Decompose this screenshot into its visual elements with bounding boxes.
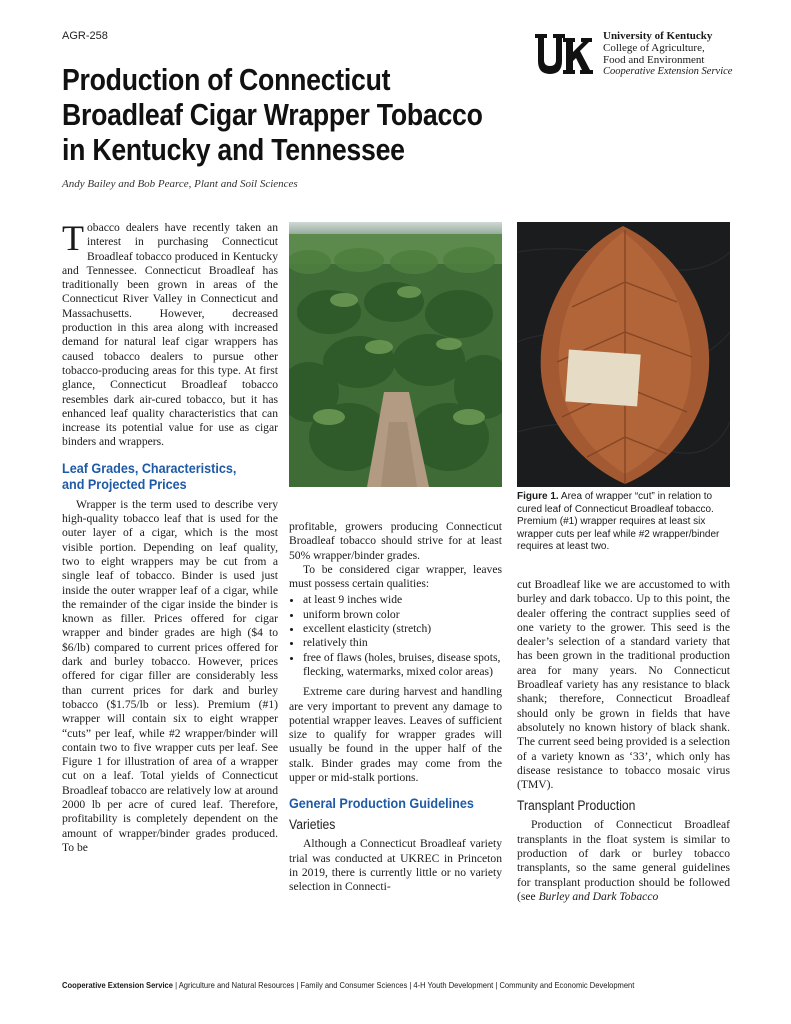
college-name: College of Agriculture, — [603, 42, 705, 54]
institution-block — [603, 30, 783, 78]
footer — [62, 980, 652, 990]
uk-logo — [533, 30, 593, 78]
leaf-grades-paragraph: Wrapper is the term used to describe very high-quality tobacco leaf that is used for the outer layer of a cigar, which is the most visible portion. Depending on leaf quality, two to eight wrappers may be cut from a single leaf of tobacco. Binder is used just inside the outer wrapper leaf of a cigar, while the remainder of the cigar inside the binder is known as filler. Prices offered for cigar wrapper and binder grades are high ($4 to $6/lb) compared to current prices offered for dark and burley tobacco. However, prices offered for cigar filler are considerably less than current prices for dark and burley tobacco ($1.75/lb or less). Premium (#1) wrapper will contain six to eight wrapper “cuts” per leaf, while #2 wrapper/binder will contain two to five wrapper cuts per leaf. See Figure 1 for illustration of area of a wrapper cut on a leaf. Total yields of Connecticut Broadleaf tobacco are relatively low at around 2000 lb per acre of cured leaf. Therefore, profitability is completely dependent on the amount of wrapper/binder grades produced. To be — [62, 497, 278, 854]
footer-programs: | Agriculture and Natural Resources | Family and Consumer Sciences | 4-H Youth Development | Community and Economic Development — [172, 980, 635, 990]
college-name-line2: Food and Environment — [603, 54, 705, 66]
column-3 — [517, 578, 730, 904]
wrapper-qualities-intro: To be considered cigar wrapper, leaves must possess certain qualities: — [289, 562, 502, 591]
page-title: Production of Connecticut Broadleaf Cigar Wrapper Tobacco in Kentucky and Tennessee — [62, 62, 483, 167]
list-item: • uniform brown color — [303, 608, 502, 622]
section-heading-general-production: General Production Guidelines — [289, 795, 474, 812]
figure-1-caption — [517, 491, 730, 554]
figure-label: Figure 1. — [517, 491, 559, 502]
publication-reference: Burley and Dark Tobacco — [538, 889, 659, 903]
publication-code: AGR-258 — [62, 30, 108, 42]
figure-caption-text: Area of wrapper “cut” in relation to cured leaf of Connecticut Broadleaf tobacco. Premium (#1) wrapper requires at least six wrapper cuts per leaf while #2 wrapper/binder requires at least two. — [517, 491, 720, 553]
intro-text: obacco dealers have recently taken an interest in purchasing Connecticut Broadleaf tobacco produced in Kentucky and Tennessee. Connecticut Broadleaf has traditionally been grown in areas of the Connecticut River Valley in Connecticut and Massachusetts. However, decreased production in this area along with increased demand for natural leaf cigar wrappers has caused tobacco dealers to pursue other tobacco-producing areas for this type. At first glance, Connecticut Broadleaf tobacco resembles dark air-cured tobacco, but it has enhanced leaf quality characteristics that can increase its potential value for use as cigar binders and wrappers. — [62, 221, 278, 449]
section-heading-leaf-grades: Leaf Grades, Characteristics, and Projected Prices — [62, 459, 237, 492]
list-item: • excellent elasticity (stretch) — [303, 622, 502, 636]
transplant-text: Production of Connecticut Broadleaf transplants in the float system is similar to production of dark or burley tobacco transplants, so the same general guidelines for transplant production should be followed (see — [517, 818, 730, 903]
drop-cap: T — [62, 218, 84, 258]
service-name: Cooperative Extension Service — [603, 66, 733, 77]
list-item: • at least 9 inches wide — [303, 593, 502, 607]
leaf-grades-paragraph-continued: profitable, growers producing Connecticut Broadleaf tobacco should strive for at least 50% wrapper/binder grades. — [289, 520, 502, 562]
varieties-paragraph-continued: cut Broadleaf like we are accustomed to with burley and dark tobacco. Up to this point, the dealer offering the contract supplies seed of one variety to the grower. This seed is the dealer’s selection of a standard variety that has been grown in the traditional production area for many years. No Connecticut Broadleaf variety has any resistance to black shank; therefore, Connecticut Broadleaf should only be grown in fields that have absolutely no known history of black shank. The current seed being provided is a selection of a variety known as ‘33’, which only has disease resistance to tobacco mosaic virus (TMV). — [517, 578, 730, 792]
subheading-varieties: Varieties — [289, 817, 336, 833]
cured-leaf-photo — [517, 222, 730, 487]
subheading-transplant-production: Transplant Production — [517, 798, 636, 814]
authors: Andy Bailey and Bob Pearce, Plant and Soil Sciences — [62, 178, 298, 190]
list-item: • relatively thin — [303, 636, 502, 650]
harvest-care-paragraph: Extreme care during harvest and handling are very important to prevent any damage to potential wrapper leaves. Leaves of sufficient size to qualify for wrapper grades will usually be found in the upper half of the stalk. Binder grades may come from the upper or mid-stalk portions. — [289, 685, 502, 785]
tobacco-field-photo — [289, 222, 502, 487]
wrapper-qualities-list — [289, 593, 502, 679]
column-2 — [289, 520, 502, 895]
university-name: University of Kentucky — [603, 30, 713, 42]
varieties-paragraph: Although a Connecticut Broadleaf variety trial was conducted at UKREC in Princeton in 2019, there is currently little or no variety selection in Connecti- — [289, 837, 502, 894]
column-1 — [62, 218, 278, 855]
footer-service: Cooperative Extension Service — [62, 980, 173, 990]
intro-paragraph — [62, 218, 278, 450]
transplant-paragraph — [517, 818, 730, 904]
list-item: • free of flaws (holes, bruises, disease spots, flecking, watermarks, mixed color areas) — [303, 651, 502, 680]
